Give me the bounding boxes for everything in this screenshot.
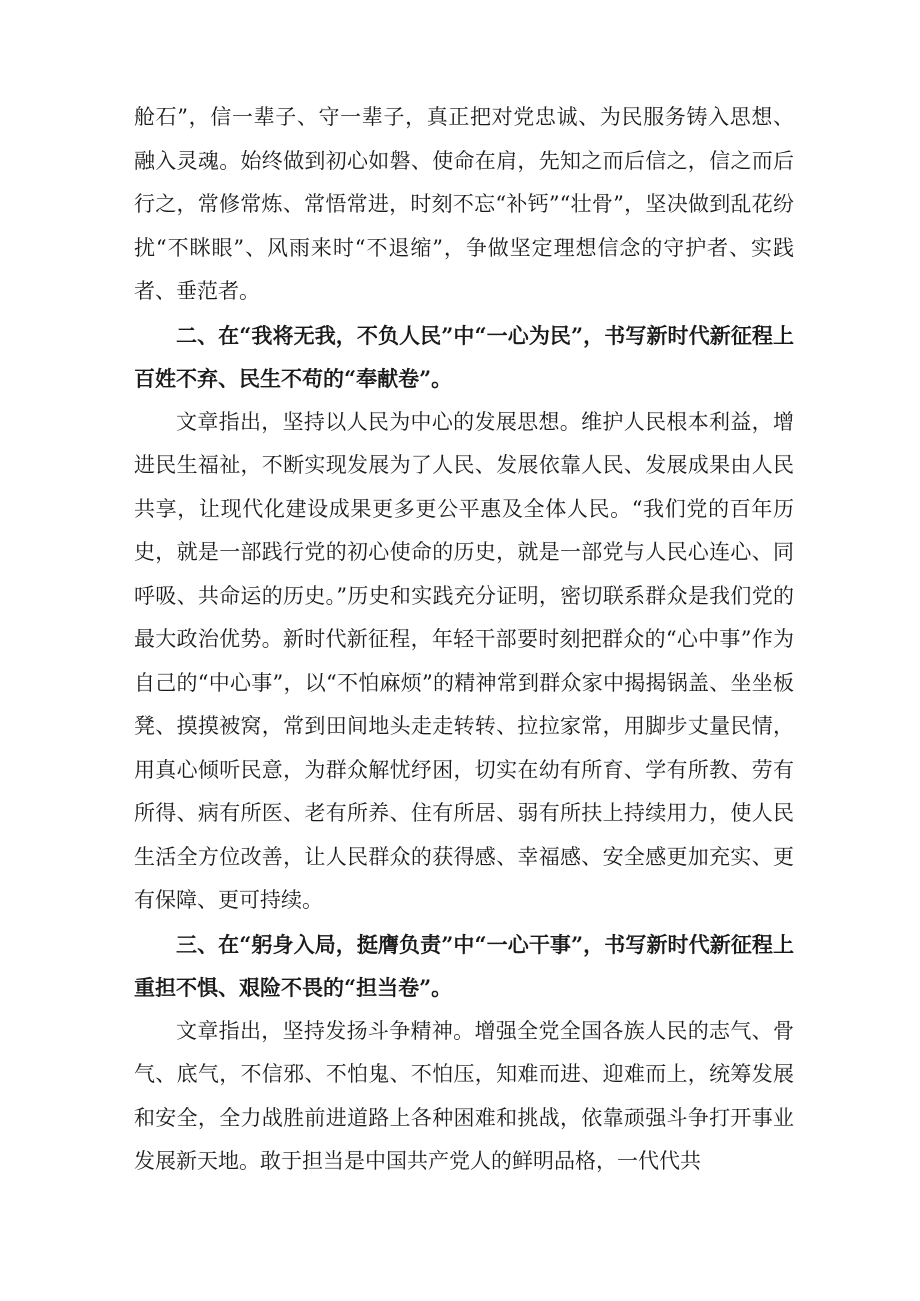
- section-heading-2: 二、在“我将无我，不负人民”中“一心为民”，书写新时代新征程上百姓不弃、民生不苟的“奉献卷”。: [134, 322, 794, 391]
- document-body: [134, 96, 794, 1184]
- section-heading-3: 三、在“躬身入局，挺膺负责”中“一心干事”，书写新时代新征程上重担不惧、艰险不畏的“担当卷”。: [134, 931, 794, 1000]
- body-paragraph-section-3: 文章指出，坚持发扬斗争精神。增强全党全国各族人民的志气、骨气、底气，不信邪、不怕鬼、不怕压，知难而进、迎难而上，统筹发展和安全，全力战胜前进道路上各种困难和挑战，依靠顽强斗争打开事业发展新天地。敢于担当是中国共产党人的鲜明品格，一代代共: [134, 1018, 794, 1173]
- body-paragraph-section-2: 文章指出，坚持以人民为中心的发展思想。维护人民根本利益，增进民生福祉，不断实现发展为了人民、发展依靠人民、发展成果由人民共享，让现代化建设成果更多更公平惠及全体人民。“我们党的百年历史，就是一部践行党的初心使命的历史，就是一部党与人民心连心、同呼吸、共命运的历史。”历史和实践充分证明，密切联系群众是我们党的最大政治优势。新时代新征程，年轻干部要时刻把群众的“心中事”作为自己的“中心事”，以“不怕麻烦”的精神常到群众家中揭揭锅盖、坐坐板凳、摸摸被窝，常到田间地头走走转转、拉拉家常，用脚步丈量民情，用真心倾听民意，为群众解忧纾困，切实在幼有所育、学有所教、劳有所得、病有所医、老有所养、住有所居、弱有所扶上持续用力，使人民生活全方位改善，让人民群众的获得感、幸福感、安全感更加充实、更有保障、更可持续。: [134, 409, 794, 912]
- body-paragraph-continued: 舱石”，信一辈子、守一辈子，真正把对党忠诚、为民服务铸入思想、融入灵魂。始终做到初心如磐、使命在肩，先知之而后信之，信之而后行之，常修常炼、常悟常进，时刻不忘“补钙”“壮骨”，坚决做到乱花纷扰“不眯眼”、风雨来时“不退缩”，争做坚定理想信念的守护者、实践者、垂范者。: [134, 105, 794, 303]
